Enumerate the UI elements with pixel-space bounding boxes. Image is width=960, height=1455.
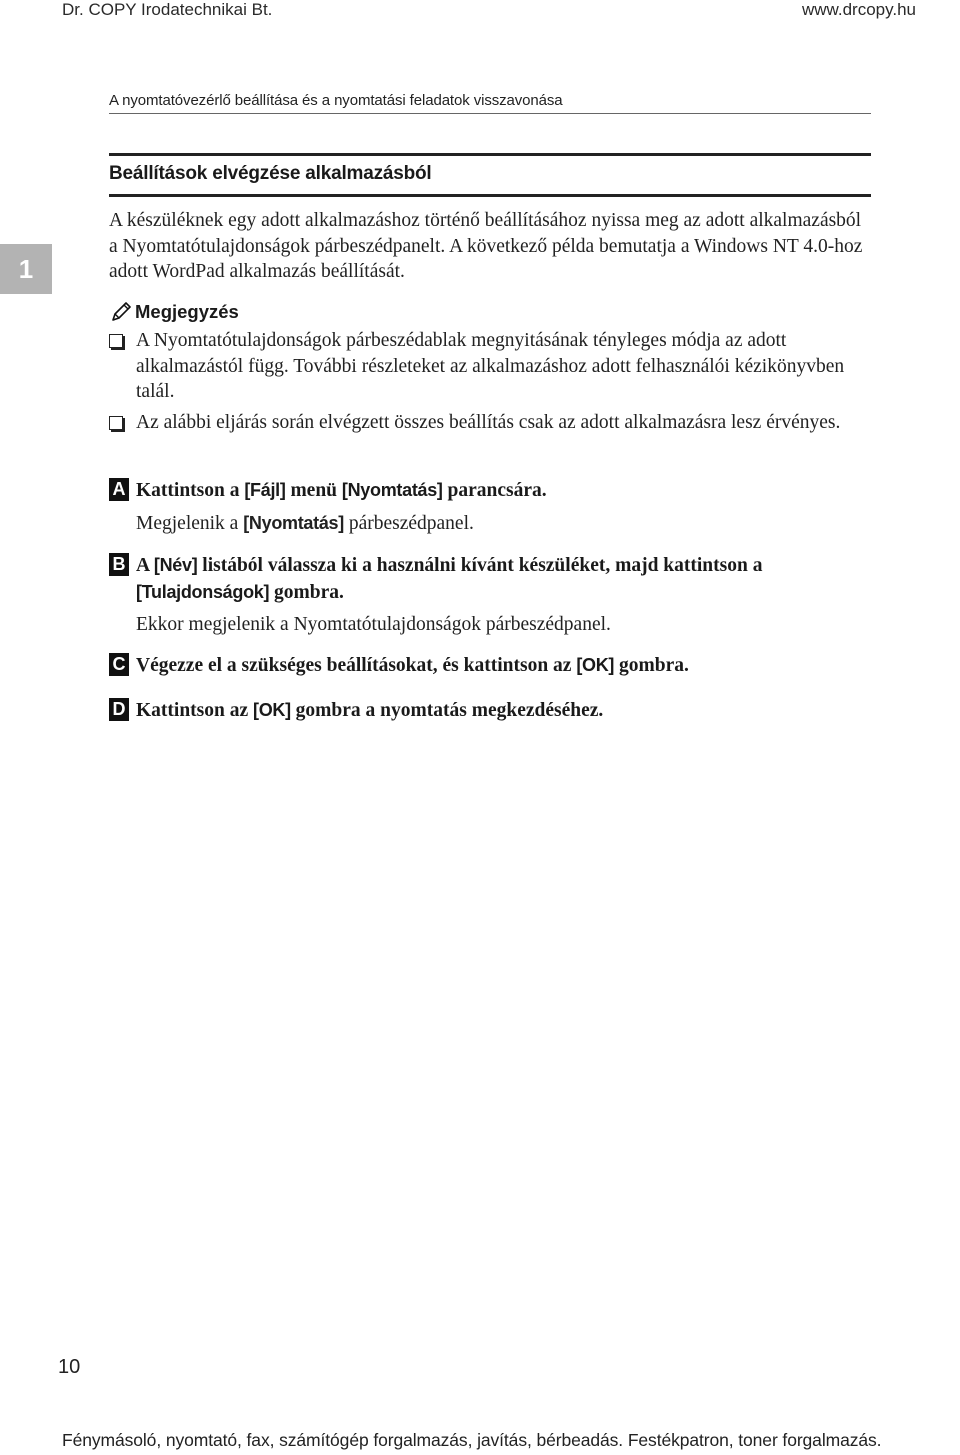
note-label: Megjegyzés: [135, 301, 239, 322]
page-number: 10: [58, 1356, 81, 1378]
step-4: [109, 697, 871, 724]
step-instruction: A [Név] listából válassza ki a használni kívánt készüléket, majd kattintson a [Tulajdonságok] gombra.: [136, 555, 763, 603]
running-header: A nyomtatóvezérlő beállítása és a nyomtatási feladatok visszavonása: [109, 92, 563, 109]
chapter-number: 1: [18, 253, 34, 284]
section-rule-top: [109, 153, 871, 156]
step-result: Ekkor megjelenik a Nyomtatótulajdonságok párbeszédpanel.: [136, 614, 611, 635]
menu-item-nyomtatas: [Nyomtatás]: [341, 480, 443, 500]
step-number: C: [109, 653, 129, 676]
footer-text: Fénymásoló, nyomtató, fax, számítógép forgalmazás, javítás, bérbeadás. Festékpatron, toner forgalmazás.: [62, 1430, 882, 1450]
button-tulajdonsagok: [Tulajdonságok]: [136, 582, 270, 602]
step-number: A: [109, 478, 129, 501]
note-item: [109, 410, 871, 436]
checkbox-icon: [109, 416, 123, 430]
step-result: Megjelenik a [Nyomtatás] párbeszédpanel.: [136, 513, 474, 534]
note-item: [109, 328, 871, 405]
step-number: D: [109, 698, 129, 721]
header-rule: [109, 113, 871, 114]
step-instruction: Kattintson az [OK] gombra a nyomtatás megkezdéséhez.: [136, 700, 604, 721]
button-ok: [OK]: [576, 655, 615, 675]
checkbox-icon: [109, 334, 123, 348]
note-header: [109, 298, 239, 326]
button-ok: [OK]: [253, 700, 291, 720]
step-instruction: Kattintson a [Fájl] menü [Nyomtatás] parancsára.: [136, 480, 547, 501]
company-name: Dr. COPY Irodatechnikai Bt.: [62, 0, 273, 19]
section-rule-bottom: [109, 194, 871, 197]
list-nev: [Név]: [153, 555, 198, 575]
note-text: Az alábbi eljárás során elvégzett összes beállítás csak az adott alkalmazásra lesz érvényes.: [136, 412, 841, 433]
step-instruction: Végezze el a szükséges beállításokat, és kattintson az [OK] gombra.: [136, 655, 689, 676]
dialog-nyomtatas: [Nyomtatás]: [243, 513, 344, 533]
note-text: A Nyomtatótulajdonságok párbeszédablak megnyitásának tényleges módja az adott alkalmazástól függ. További részleteket az alkalmazáshoz adott felhasználói kézikönyvben talál.: [136, 330, 845, 402]
step-3: [109, 652, 871, 679]
section-intro: A készüléknek egy adott alkalmazáshoz történő beállításához nyissa meg az adott alkalmazásból a Nyomtatótulajdonságok párbeszédpanelt. A következő példa bemutatja a Windows NT 4.0-hoz adott WordPad alkalmazás beállítását.: [109, 210, 863, 282]
menu-fajl: [Fájl]: [244, 480, 286, 500]
step-2: [109, 552, 871, 638]
chapter-tab: [0, 244, 52, 294]
section-title: Beállítások elvégzése alkalmazásból: [109, 163, 432, 184]
pencil-icon: [109, 300, 133, 324]
website-link[interactable]: www.drcopy.hu: [801, 0, 916, 19]
step-number: B: [109, 553, 129, 576]
step-1: [109, 477, 871, 537]
